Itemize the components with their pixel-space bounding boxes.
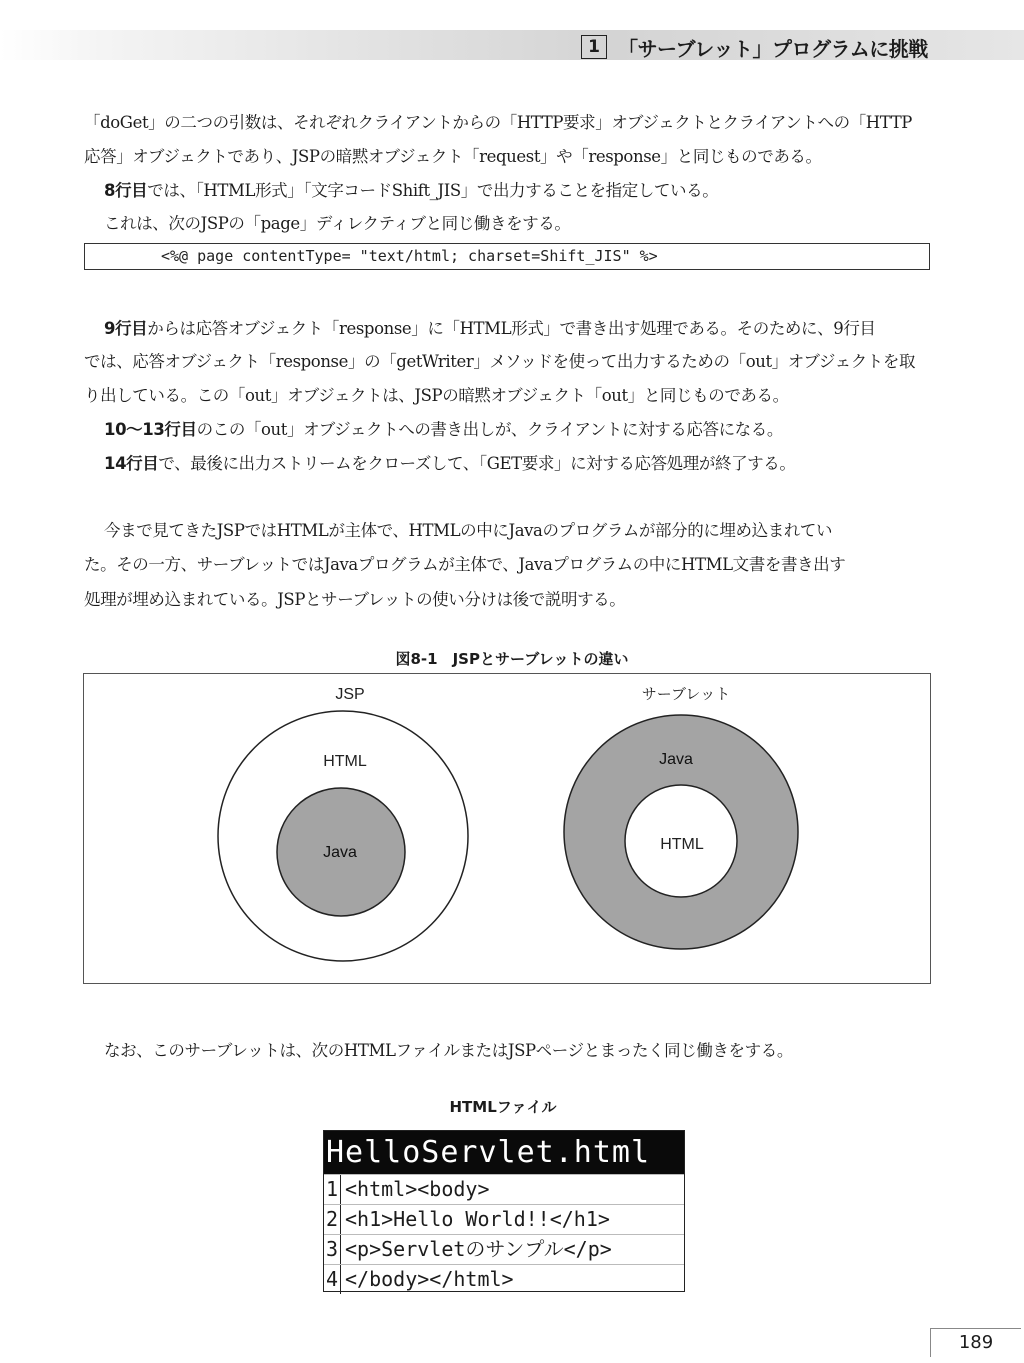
servlet-label: サーブレット (641, 685, 731, 703)
figure-jsp-vs-servlet (83, 673, 931, 984)
figure-diagram (84, 674, 932, 985)
servlet-inner-label: HTML (660, 836, 704, 853)
listing-line (324, 1264, 684, 1294)
listing-filename: HelloServlet.html (324, 1131, 684, 1174)
listing-line (324, 1234, 684, 1264)
paragraph: なお、このサーブレットは、次のHTMLファイルまたはJSPページとまったく同じ働きをする。 (104, 1041, 793, 1060)
listing-caption: HTMLファイル (449, 1098, 557, 1116)
jsp-label: JSP (335, 686, 365, 703)
listing-line (324, 1204, 684, 1234)
jsp-outer-label: HTML (323, 753, 367, 770)
line-number: 4 (324, 1265, 341, 1294)
page-number: 189 (930, 1328, 1021, 1357)
paragraph-text: では、「HTML形式」「文字コードShift_JIS」で出力することを指定している。 (147, 181, 719, 200)
paragraph (104, 450, 964, 474)
paragraph-line: 応答」オブジェクトであり、JSPの暗黙オブジェクト「request」や「response」と同じものである。 (84, 147, 822, 166)
listing-line (324, 1174, 684, 1204)
paragraph (104, 416, 964, 440)
paragraph-line: た。その一方、サーブレットではJavaプログラムが主体で、Javaプログラムの中にHTML文書を書き出す (84, 555, 846, 574)
line-ref: 8行目 (104, 181, 148, 200)
line-ref: 10～13行目 (104, 420, 197, 439)
paragraph-line: では、応答オブジェクト「response」の「getWriter」メソッドを使って出力するための「out」オブジェクトを取 (84, 352, 916, 371)
line-code: <p>Servletのサンプル</p> (345, 1237, 612, 1261)
paragraph: これは、次のJSPの「page」ディレクティブと同じ働きをする。 (104, 214, 571, 233)
paragraph (104, 177, 964, 201)
line-number: 3 (324, 1235, 341, 1264)
paragraph-line: 処理が埋め込まれている。JSPとサーブレットの使い分けは後で説明する。 (84, 590, 626, 609)
jsp-inner-label: Java (323, 844, 357, 861)
paragraph-line: り出している。この「out」オブジェクトは、JSPの暗黙オブジェクト「out」と同じものである。 (84, 386, 789, 405)
html-file-listing (323, 1130, 685, 1292)
line-number: 2 (324, 1205, 341, 1234)
chapter-title: 「サーブレット」プログラムに挑戦 (618, 37, 928, 61)
servlet-outer-label: Java (659, 751, 693, 768)
paragraph-line: 「doGet」の二つの引数は、それぞれクライアントからの「HTTP要求」オブジェクトとクライアントへの「HTTP (84, 113, 913, 132)
chapter-number-box: 1 (581, 35, 607, 59)
paragraph (104, 315, 964, 339)
line-ref: 9行目 (104, 319, 148, 338)
paragraph-text: のこの「out」オブジェクトへの書き出しが、クライアントに対する応答になる。 (196, 420, 783, 439)
line-ref: 14行目 (104, 454, 159, 473)
paragraph-text: で、最後に出力ストリームをクローズして、「GET要求」に対する応答処理が終了する。 (158, 454, 796, 473)
line-code: <html><body> (345, 1177, 490, 1201)
paragraph-line: 今まで見てきたJSPではHTMLが主体で、HTMLの中にJavaのプログラムが部分的に埋め込まれてい (104, 521, 833, 540)
paragraph-text: からは応答オブジェクト「response」に「HTML形式」で書き出す処理である。そのために、9行目 (147, 319, 876, 338)
line-code: </body></html> (345, 1267, 514, 1291)
line-number: 1 (324, 1175, 341, 1204)
line-code: <h1>Hello World!!</h1> (345, 1207, 610, 1231)
figure-caption: 図8-1 JSPとサーブレットの違い (395, 650, 629, 668)
code-snippet: <%@ page contentType= "text/html; charset=Shift_JIS" %> (84, 243, 930, 270)
